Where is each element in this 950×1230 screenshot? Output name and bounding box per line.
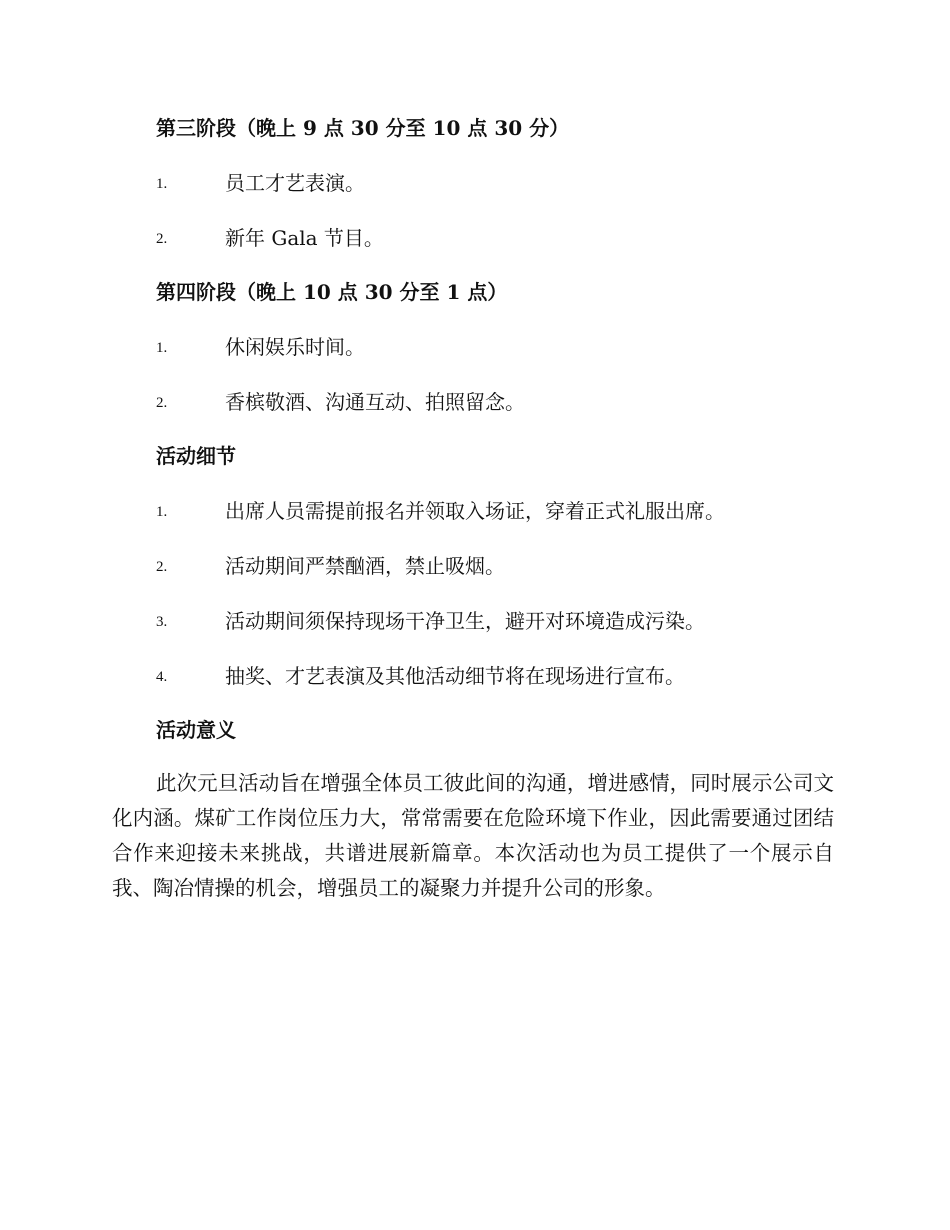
details-heading: 活动细节 (156, 444, 236, 468)
list-number: 1. (156, 504, 168, 520)
stage4-heading: 第四阶段（晚上 10 点 30 分至 1 点） (156, 280, 508, 304)
list-text: 活动期间须保持现场干净卫生，避开对环境造成污染。 (225, 609, 705, 633)
list-text: 香槟敬酒、沟通互动、拍照留念。 (225, 390, 525, 414)
list-text: 休闲娱乐时间。 (225, 335, 365, 359)
significance-paragraph: 此次元旦活动旨在增强全体员工彼此间的沟通，增进感情，同时展示公司文化内涵。煤矿工作岗位压力大，常常需要在危险环境下作业，因此需要通过团结合作来迎接未来挑战，共谱进展新篇章。本次活动也为员工提供了一个展示自我、陶冶情操的机会，增强员工的凝聚力并提升公司的形象。 (112, 771, 834, 900)
list-number: 2. (156, 395, 168, 411)
stage3-heading: 第三阶段（晚上 9 点 30 分至 10 点 30 分） (156, 116, 570, 140)
list-number: 1. (156, 340, 168, 356)
list-text: 出席人员需提前报名并领取入场证，穿着正式礼服出席。 (225, 499, 725, 523)
list-text: 抽奖、才艺表演及其他活动细节将在现场进行宣布。 (225, 664, 685, 688)
list-text: 员工才艺表演。 (225, 171, 365, 195)
list-number: 4. (156, 669, 168, 685)
list-text: 活动期间严禁酗酒，禁止吸烟。 (225, 554, 505, 578)
list-number: 2. (156, 559, 168, 575)
significance-heading: 活动意义 (156, 718, 236, 742)
list-number: 3. (156, 614, 168, 630)
list-number: 2. (156, 231, 168, 247)
list-text: 新年 Gala 节目。 (225, 226, 384, 250)
list-number: 1. (156, 176, 168, 192)
